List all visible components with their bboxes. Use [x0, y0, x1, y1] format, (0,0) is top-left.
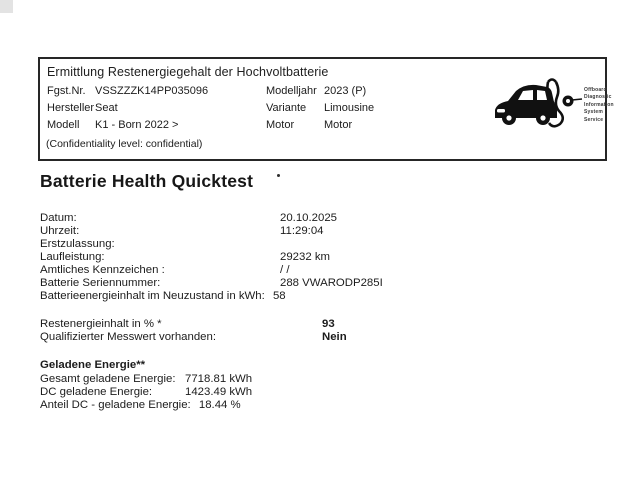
- result-row-qualifiziert: [40, 331, 347, 343]
- logo-text-line: System: [584, 109, 603, 116]
- info-label: Datum:: [40, 212, 77, 224]
- result-value: 93: [322, 318, 335, 330]
- field-value-modell: K1 - Born 2022 >: [95, 119, 179, 131]
- info-value: 11:29:04: [280, 225, 324, 237]
- result-label: Qualifizierter Messwert vorhanden:: [40, 331, 216, 343]
- result-label: Restenergieinhalt in % *: [40, 318, 162, 330]
- info-label: Erstzulassung:: [40, 238, 115, 250]
- page-title: Batterie Health Quicktest: [40, 171, 254, 191]
- info-value: 20.10.2025: [280, 212, 338, 224]
- energy-value: 18.44 %: [198, 399, 241, 411]
- scan-corner-artifact: [0, 0, 13, 13]
- logo-text-lines: [584, 87, 614, 124]
- info-value: 29232 km: [280, 251, 331, 263]
- field-value-motor: Motor: [324, 119, 353, 131]
- logo-text-line: Service: [584, 116, 604, 123]
- info-row-kennzeichen: [40, 264, 290, 276]
- field-value-modelljahr: 2023 (P): [324, 85, 367, 97]
- logo-text-line: Offboard: [584, 87, 607, 93]
- diagnostic-logo: [492, 76, 614, 138]
- field-value-vin: VSSZZZK14PP035096: [95, 85, 209, 97]
- info-label: Uhrzeit:: [40, 225, 80, 237]
- info-row-energieinhalt-neu: [40, 290, 286, 302]
- energy-label: Anteil DC - geladene Energie:: [40, 399, 191, 411]
- info-label: Batterie Seriennummer:: [40, 277, 161, 289]
- energy-value: 1423.49 kWh: [185, 386, 253, 398]
- info-value: 58: [272, 290, 286, 302]
- energy-value: 7718.81 kWh: [185, 373, 253, 385]
- info-row-uhrzeit: [40, 225, 324, 237]
- logo-text-line: Diagnostic: [584, 94, 612, 101]
- info-row-laufleistung: [40, 251, 331, 263]
- info-row-seriennummer: [40, 277, 383, 289]
- energy-row-anteil-dc: [40, 399, 241, 411]
- field-label-hersteller: Hersteller: [47, 102, 95, 114]
- energy-label: DC geladene Energie:: [40, 386, 153, 398]
- info-label: Amtliches Kennzeichen :: [40, 264, 165, 276]
- result-row-restenergie: [40, 318, 335, 330]
- field-label-modell: Modell: [47, 119, 80, 131]
- field-value-hersteller: Seat: [95, 102, 118, 114]
- info-row-datum: [40, 212, 338, 224]
- info-label: Batterieenergieinhalt im Neuzustand in kWh:: [40, 290, 265, 302]
- field-label-motor: Motor: [266, 119, 295, 131]
- logo-text-line: Information: [584, 101, 614, 108]
- confidentiality-note: (Confidentiality level: confidential): [46, 138, 203, 150]
- info-label: Laufleistung:: [40, 251, 105, 263]
- info-value: 288 VWARODP285I: [280, 277, 383, 289]
- vehicle-box-title: Ermittlung Restenergiegehalt der Hochvoltbatterie: [47, 65, 329, 79]
- field-label-modelljahr: Modelljahr: [266, 85, 317, 97]
- result-value: Nein: [322, 331, 347, 343]
- car-stethoscope-icon: [492, 76, 584, 134]
- field-label-variante: Variante: [266, 102, 307, 114]
- energy-label: Gesamt geladene Energie:: [40, 373, 176, 385]
- info-value: / /: [280, 264, 290, 276]
- energy-row-gesamt: [40, 373, 253, 385]
- field-value-variante: Limousine: [324, 102, 375, 114]
- energy-row-dc: [40, 386, 253, 398]
- scan-dot-artifact: [277, 174, 280, 177]
- section-heading-geladene-energie: Geladene Energie**: [40, 359, 146, 371]
- field-label-fgstnr: Fgst.Nr.: [47, 85, 86, 97]
- info-row-erstzulassung: [40, 238, 115, 250]
- vehicle-info-box: [38, 57, 614, 161]
